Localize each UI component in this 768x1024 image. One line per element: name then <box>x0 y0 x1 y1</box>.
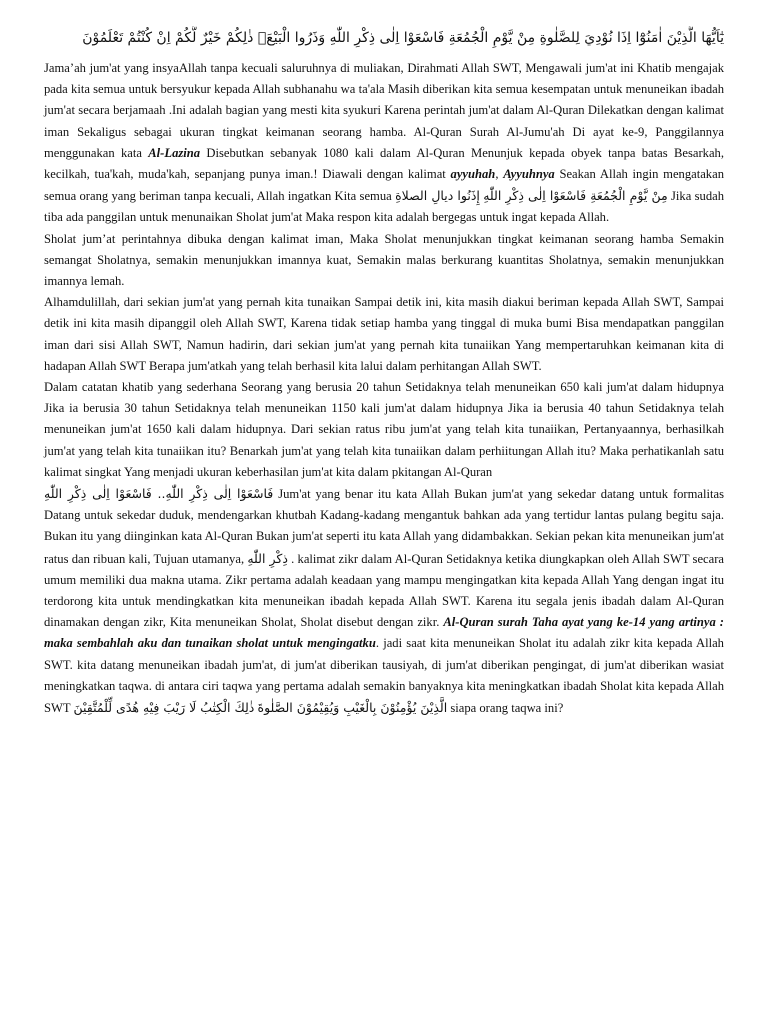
emphasis-ayyuhnya: Ayyuhnya <box>503 167 555 182</box>
text: , <box>495 167 504 182</box>
text: . jadi saat kita menuneikan Sholat itu adalah zikr kita kepada Allah SWT. kita datang menuneikan ibadah jum'at, di jum'at diberikan tausiyah, di jum'at diberikan pengingat, di jum'at diberikan wasiat meningkatkan taqwa. di antara ciri taqwa yang pertama adalah semakin banyaknya kita meningkatkan ibadah Sholat kita kepada Allah SWT <box>44 636 724 716</box>
emphasis-al-lazina: Al-Lazina <box>148 145 201 160</box>
text: siapa orang taqwa ini? <box>447 701 564 716</box>
arabic-inline: فَاسْعَوْا اِلٰى ذِكْرِ اللّٰهِ.. فَاسْعَوْا اِلٰى ذِكْرِ اللّٰهِ <box>44 486 274 502</box>
emphasis-ayyuhah: ayyuhah <box>450 167 496 182</box>
arabic-inline: ذٰلِكَ الْكِتٰبُ لَا رَيْبَ فِيْهِ هُدًى لِّلْمُتَّقِيْنَ <box>73 700 255 716</box>
arabic-inline: الَّذِيْنَ يُؤْمِنُوْنَ بِالْغَيْبِ وَيُقِيْمُوْنَ الصَّلٰوةَ <box>257 700 448 716</box>
sermon-body <box>44 58 724 719</box>
text: Seakan Allah ingin mengatakan semua orang yang beriman tanpa kecuali, Allah ingatkan Kita semua <box>44 167 724 204</box>
paragraph-4: Dalam catatan khatib yang sederhana Seorang yang berusia 20 tahun Setidaknya telah menuneikan 650 kali jum'at dalam hidupnya Jika ia berusia 30 tahun Setidaknya telah menuneikan 1150 kali jum'at dalam hidupnya Jika ia berusia 40 tahun Setidaknya telah menuneikan jum'at 1650 kali dalam hidupnya. Dari sekian ratus ribu jum'at yang telah kita tunaiikan, Pertanyaannya, berhasilkah jum'at yang telah kita tunaiikan itu? Benarkah jum'at yang telah kita tunaiikan dalam perhiitungan Allah itu? Maka perhatikanlah satu kalimat singkat Yang menjadi ukuran keberhasilan jum'at kita dalam pkitangan Al-Quran <box>44 380 724 479</box>
paragraph-1 <box>44 58 724 229</box>
quran-verse-heading: يٰٓاَيُّهَا الَّذِيْنَ اٰمَنُوْٓا اِذَا نُوْدِيَ لِلصَّلٰوةِ مِنْ يَّوْمِ الْجُمُعَةِ فَاسْعَوْا اِلٰى ذِكْرِ اللّٰهِ وَذَرُوا الْبَيْعَۗ ذٰلِكُمْ خَيْرٌ لَّكُمْ اِنْ كُنْتُمْ تَعْلَمُوْنَ <box>82 30 724 46</box>
text: . kalimat zikr dalam Al-Quran Setidaknya ketika diungkapkan oleh Allah SWT secara umum memiliki dua makna utama. Zikr pertama adalah keadaan yang mampu mengingatkan kita kepada Allah Yang dengan ingat itu terdorong kita untuk mendingkatkan kita menuneikan ibadah kepada Allah SWT. Karena itu segala jenis ibadah dalam Al-Quran dinamakan dengan zikr, Kita menuneikan Sholat, Sholat disebut dengan zikr. <box>44 551 724 630</box>
arabic-inline: إِذَنُوا ديالِ الصلاةِ <box>395 188 480 204</box>
emphasis-taha-14: Al-Quran surah Taha ayat yang ke-14 yang artinya : maka sembahlah aku dan tunaikan sholat untuk mengingatku <box>44 615 724 651</box>
arabic-inline: مِنْ يَّوْمِ الْجُمُعَةِ فَاسْعَوْا اِلٰى ذِكْرِ اللّٰهِ <box>483 188 668 204</box>
paragraph-3: Alhamdulillah, dari sekian jum'at yang pernah kita tunaikan Sampai detik ini, kita masih diakui beriman kepada Allah SWT, Sampai detik ini kita masih dipanggil oleh Allah SWT, Karena tidak setiap hamba yang tinggal di muka bumi Bisa mendapatkan panggilan iman dari sisi Allah SWT, Namun hadirin, dari sekian jum'at yang pernah kita tunaiikan Yang mempertaruhkan keimanan kita di hadapan Allah SWT Berapa jum'atkah yang telah berhasil kita lalui dalam perhitangan Allah SWT. <box>44 295 724 373</box>
arabic-inline: ذِكْرِ اللّٰهِ <box>247 550 288 566</box>
text: Jum'at yang benar itu kata Allah Bukan jum'at yang sekedar datang untuk formalitas Datang untuk sekedar duduk, mendengarkan khutbah Kadang-kadang mengantuk bahkan ada yang tertidur lantas pulang begitu saja. Bukan itu yang diinginkan kata Al-Quran Bukan jum'at seperti itu kata Allah yang didambakkan. Sekian pekan kita menuneikan jum'at ratus dan ribuan kali, Tujuan utamanya, <box>44 487 724 566</box>
text: Jika sudah tiba ada panggilan untuk menunaikan Sholat jum'at Maka respon kita adalah bergegas untuk ingat kepada Allah. <box>44 189 725 225</box>
paragraph-2: Sholat jum’at perintahnya dibuka dengan kalimat iman, Maka Sholat menunjukkan tingkat keimanan seorang hamba Semakin semangat Sholatnya, semakin menunjukkan imannya kuat, Semakin malas berkurang kuantitas Sholatnya, semakin menunjukkan imannya lemah. <box>44 231 724 289</box>
text: Jama’ah jum'at yang insyaAllah tanpa kecuali saluruhnya di muliakan, Dirahmati Allah SWT, Mengawali jum'at ini Khatib mengajak pada kita semua untuk bersyukur kepada Allah subhanahu wa ta'ala Masih diberikan kita semua kesempatan untuk menuneikan ibadah jum'at secara berjamaah .Ini adalah bagian yang mesti kita syukuri Karena perintah jum'at dalam Al-Quran Dilekatkan dengan kalimat iman Sekaligus sebagai ukuran tingkat keimanan seorang hamba. Al-Quran Surah Al-Jumu'ah Di ayat ke-9, Panggilannya menggunakan kata <box>44 61 724 160</box>
text: Disebutkan sebanyak 1080 kali dalam Al-Quran Menunjuk kepada obyek tanpa batas Besarkah, kecilkah, tua'kah, muda'kah, sepanjang punya iman.! Diawali dengan kalimat <box>44 145 724 182</box>
paragraph-5 <box>44 483 724 719</box>
